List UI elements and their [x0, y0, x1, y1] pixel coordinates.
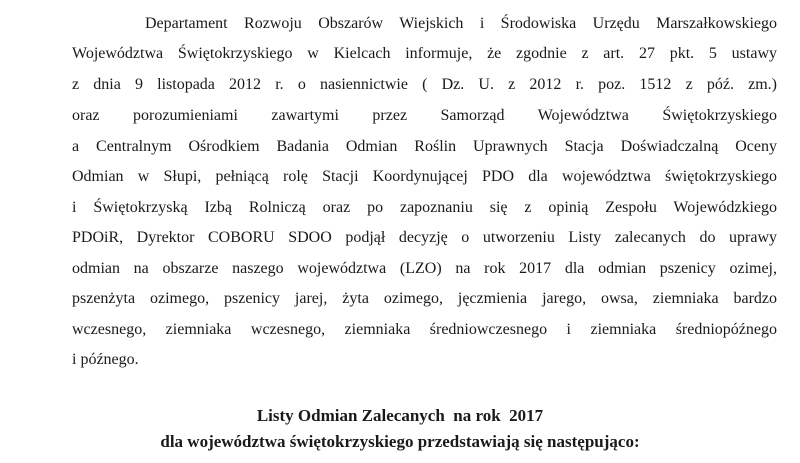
paragraph-line-8: PDOiR, Dyrektor COBORU SDOO podjął decyzję o utworzeniu Listy zalecanych do uprawy: [72, 229, 777, 246]
paragraph-line-9: odmian na obszarze naszego województwa (LZO) na rok 2017 dla odmian pszenicy ozimej,: [72, 260, 777, 277]
paragraph-line-12: i późnego.: [72, 351, 139, 368]
paragraph-line-1: Departament Rozwoju Obszarów Wiejskich i Środowiska Urzędu Marszałkowskiego: [145, 15, 777, 32]
list-heading-subtitle: dla województwa świętokrzyskiego przedstawiają się następująco:: [160, 432, 640, 451]
paragraph-line-11: wczesnego, ziemniaka wczesnego, ziemniaka średniowczesnego i ziemniaka średniopóźnego: [72, 321, 777, 338]
paragraph-line-4: oraz porozumieniami zawartymi przez Samorząd Województwa Świętokrzyskiego: [72, 107, 777, 124]
paragraph-line-2: Województwa Świętokrzyskiego w Kielcach informuje, że zgodnie z art. 27 pkt. 5 ustawy: [72, 45, 777, 62]
paragraph-line-5: a Centralnym Ośrodkiem Badania Odmian Roślin Uprawnych Stacja Doświadczalną Oceny: [72, 138, 777, 155]
paragraph-line-7: i Świętokrzyską Izbą Rolniczą oraz po zapoznaniu się z opinią Zespołu Wojewódzkiego: [72, 199, 777, 216]
paragraph-line-10: pszenżyta ozimego, pszenicy jarej, żyta ozimego, jęczmienia jarego, owsa, ziemniaka bardzo: [72, 290, 777, 307]
paragraph-line-6: Odmian w Słupi, pełniącą rolę Stacji Koordynującej PDO dla województwa świętokrzyskiego: [72, 168, 777, 185]
list-heading-title: Listy Odmian Zalecanych na rok 2017: [256, 406, 544, 425]
paragraph-line-3: z dnia 9 listopada 2012 r. o nasiennictwie ( Dz. U. z 2012 r. poz. 1512 z póź. zm.): [72, 76, 777, 93]
